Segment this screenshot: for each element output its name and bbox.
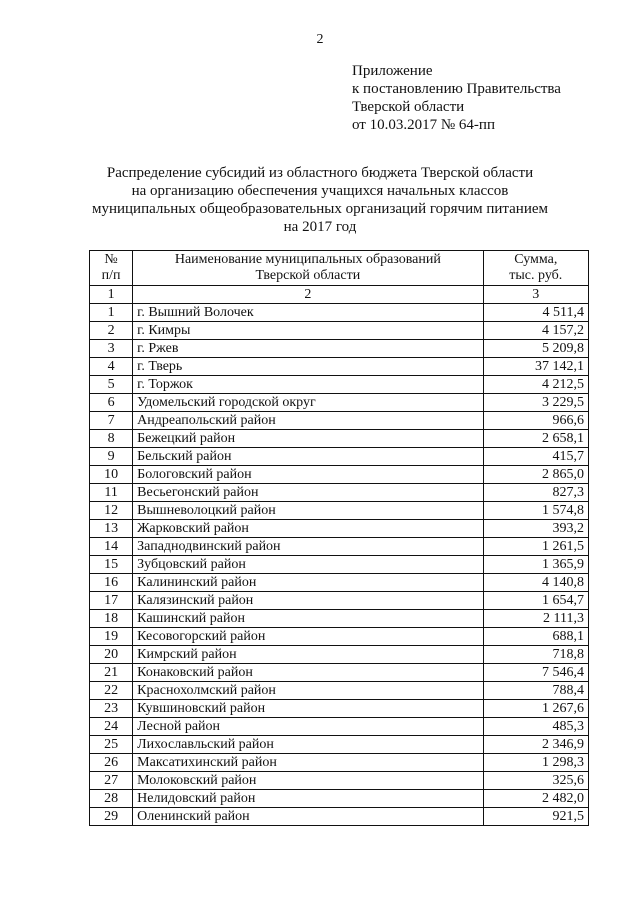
row-name: Кашинский район — [133, 610, 483, 628]
row-number: 29 — [90, 808, 133, 826]
row-number: 28 — [90, 790, 133, 808]
row-number: 11 — [90, 484, 133, 502]
row-sum: 966,6 — [483, 412, 588, 430]
table-row — [90, 376, 589, 394]
table-row — [90, 466, 589, 484]
table-row — [90, 322, 589, 340]
table-row — [90, 412, 589, 430]
table-row — [90, 340, 589, 358]
table-row — [90, 358, 589, 376]
title-line: на организацию обеспечения учащихся начальных классов — [131, 183, 509, 199]
row-number: 3 — [90, 340, 133, 358]
table-row — [90, 754, 589, 772]
row-name: Краснохолмский район — [133, 682, 483, 700]
table-row — [90, 772, 589, 790]
row-number: 18 — [90, 610, 133, 628]
row-number: 13 — [90, 520, 133, 538]
row-sum: 1 365,9 — [483, 556, 588, 574]
row-number: 4 — [90, 358, 133, 376]
row-sum: 37 142,1 — [483, 358, 588, 376]
row-name: Вышневолоцкий район — [133, 502, 483, 520]
row-number: 20 — [90, 646, 133, 664]
row-name: Западнодвинский район — [133, 538, 483, 556]
table-row — [90, 574, 589, 592]
row-number: 5 — [90, 376, 133, 394]
row-number: 12 — [90, 502, 133, 520]
row-number: 27 — [90, 772, 133, 790]
row-number: 10 — [90, 466, 133, 484]
table-row — [90, 628, 589, 646]
title-line: муниципальных общеобразовательных организаций горячим питанием — [91, 201, 549, 217]
row-sum: 718,8 — [483, 646, 588, 664]
column-number-row — [90, 286, 589, 304]
row-name: Молоковский район — [133, 772, 483, 790]
table-row — [90, 502, 589, 520]
appendix-line: к постановлению Правительства — [352, 81, 561, 97]
header-num-line2: п/п — [101, 268, 121, 283]
row-name: Удомельский городской округ — [133, 394, 483, 412]
row-number: 25 — [90, 736, 133, 754]
row-number: 16 — [90, 574, 133, 592]
row-number: 14 — [90, 538, 133, 556]
header-sum-line1: Сумма, — [514, 252, 558, 267]
row-name: г. Вышний Волочек — [133, 304, 483, 322]
title-line: на 2017 год — [283, 219, 357, 235]
row-number: 21 — [90, 664, 133, 682]
row-name: г. Тверь — [133, 358, 483, 376]
row-sum: 3 229,5 — [483, 394, 588, 412]
row-sum: 2 346,9 — [483, 736, 588, 754]
row-name: Бельский район — [133, 448, 483, 466]
row-name: Весьегонский район — [133, 484, 483, 502]
row-name: г. Кимры — [133, 322, 483, 340]
row-sum: 827,3 — [483, 484, 588, 502]
header-num — [90, 251, 133, 286]
row-sum: 4 511,4 — [483, 304, 588, 322]
row-sum: 2 658,1 — [483, 430, 588, 448]
row-name: Максатихинский район — [133, 754, 483, 772]
row-sum: 393,2 — [483, 520, 588, 538]
row-number: 1 — [90, 304, 133, 322]
row-name: г. Ржев — [133, 340, 483, 358]
table-row — [90, 682, 589, 700]
row-number: 8 — [90, 430, 133, 448]
row-number: 15 — [90, 556, 133, 574]
row-number: 17 — [90, 592, 133, 610]
row-sum: 4 157,2 — [483, 322, 588, 340]
table-row — [90, 556, 589, 574]
header-name-line2: Тверской области — [255, 268, 361, 283]
row-sum: 415,7 — [483, 448, 588, 466]
row-number: 24 — [90, 718, 133, 736]
column-number: 2 — [133, 286, 483, 304]
row-number: 6 — [90, 394, 133, 412]
column-number: 3 — [483, 286, 588, 304]
row-number: 23 — [90, 700, 133, 718]
row-sum: 1 298,3 — [483, 754, 588, 772]
table-row — [90, 304, 589, 322]
table-row — [90, 700, 589, 718]
row-name: Бологовский район — [133, 466, 483, 484]
appendix-line: Приложение — [352, 63, 433, 79]
column-number: 1 — [90, 286, 133, 304]
header-sum-line2: тыс. руб. — [509, 268, 563, 283]
header-sum — [483, 251, 588, 286]
row-sum: 485,3 — [483, 718, 588, 736]
appendix-line: Тверской области — [352, 99, 465, 115]
row-name: Андреапольский район — [133, 412, 483, 430]
row-sum: 7 546,4 — [483, 664, 588, 682]
appendix-line: от 10.03.2017 № 64-пп — [352, 117, 495, 133]
row-name: г. Торжок — [133, 376, 483, 394]
row-sum: 4 212,5 — [483, 376, 588, 394]
table-row — [90, 610, 589, 628]
row-sum: 1 654,7 — [483, 592, 588, 610]
row-name: Оленинский район — [133, 808, 483, 826]
row-sum: 1 267,6 — [483, 700, 588, 718]
row-sum: 1 261,5 — [483, 538, 588, 556]
table-row — [90, 790, 589, 808]
row-name: Лесной район — [133, 718, 483, 736]
row-sum: 5 209,8 — [483, 340, 588, 358]
table-body — [90, 286, 589, 826]
row-sum: 788,4 — [483, 682, 588, 700]
row-sum: 921,5 — [483, 808, 588, 826]
title-line: Распределение субсидий из областного бюджета Тверской области — [106, 165, 534, 181]
row-sum: 2 482,0 — [483, 790, 588, 808]
table-row — [90, 664, 589, 682]
row-number: 9 — [90, 448, 133, 466]
header-name — [133, 251, 483, 286]
row-number: 26 — [90, 754, 133, 772]
row-number: 7 — [90, 412, 133, 430]
table-header — [90, 251, 589, 286]
row-name: Калязинский район — [133, 592, 483, 610]
row-number: 22 — [90, 682, 133, 700]
table-row — [90, 520, 589, 538]
appendix-block — [352, 62, 561, 134]
table-row — [90, 484, 589, 502]
page-number: 2 — [316, 32, 324, 47]
row-sum: 4 140,8 — [483, 574, 588, 592]
table-row — [90, 538, 589, 556]
table-row — [90, 646, 589, 664]
row-sum: 1 574,8 — [483, 502, 588, 520]
row-sum: 2 865,0 — [483, 466, 588, 484]
table-row — [90, 718, 589, 736]
table-row — [90, 592, 589, 610]
row-name: Калининский район — [133, 574, 483, 592]
row-sum: 688,1 — [483, 628, 588, 646]
row-name: Жарковский район — [133, 520, 483, 538]
document-title — [60, 164, 580, 236]
row-sum: 2 111,3 — [483, 610, 588, 628]
row-sum: 325,6 — [483, 772, 588, 790]
header-name-line1: Наименование муниципальных образований — [174, 252, 441, 267]
table-row — [90, 808, 589, 826]
row-name: Зубцовский район — [133, 556, 483, 574]
row-number: 19 — [90, 628, 133, 646]
row-name: Бежецкий район — [133, 430, 483, 448]
row-name: Нелидовский район — [133, 790, 483, 808]
row-name: Кувшиновский район — [133, 700, 483, 718]
row-name: Кесовогорский район — [133, 628, 483, 646]
subsidy-table — [89, 250, 589, 826]
row-name: Конаковский район — [133, 664, 483, 682]
table-row — [90, 430, 589, 448]
header-row — [90, 251, 589, 286]
row-name: Кимрский район — [133, 646, 483, 664]
row-name: Лихославльский район — [133, 736, 483, 754]
table-row — [90, 448, 589, 466]
table-row — [90, 736, 589, 754]
row-number: 2 — [90, 322, 133, 340]
table-row — [90, 394, 589, 412]
header-num-line1: № — [104, 252, 118, 267]
